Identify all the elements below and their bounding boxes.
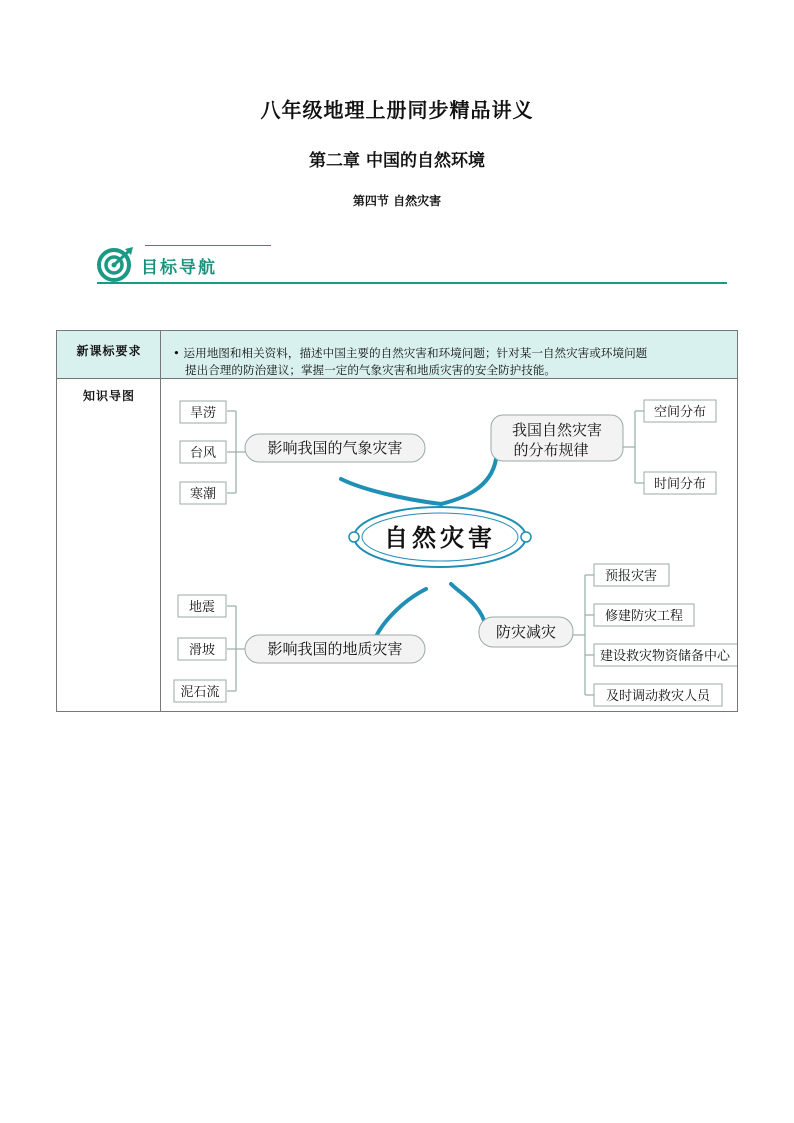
banner-rule: [97, 282, 727, 284]
leaf-temporal-distribution: [644, 472, 716, 494]
leaf-label: 及时调动救灾人员: [605, 689, 711, 704]
leaf-label: 滑坡: [188, 643, 216, 658]
requirement-line-2: 提出合理的防治建议；掌握一定的气象灾害和地质灾害的安全防护技能。: [185, 363, 557, 377]
leaf-label: 地震: [188, 600, 216, 615]
mindmap-cell: [161, 379, 737, 711]
requirement-label-cell: [57, 331, 161, 379]
mindmap-label-cell: [57, 379, 161, 711]
connector-weather: [341, 479, 441, 504]
distribution-branch-line-1: 我国自然灾害: [511, 421, 603, 439]
bracket-weather: [227, 411, 247, 493]
knowledge-mindmap: [161, 379, 737, 711]
weather-branch-label: 影响我国的气象灾害: [267, 439, 403, 457]
requirement-label: 新课标要求: [76, 344, 142, 358]
geology-branch: [245, 635, 425, 663]
requirement-text: [173, 345, 733, 379]
leaf-typhoon: [180, 441, 226, 463]
leaf-landslide: [178, 638, 226, 660]
banner-label: 目标导航: [141, 258, 217, 278]
distribution-branch-line-2: 的分布规律: [513, 441, 589, 459]
leaf-label: 空间分布: [653, 405, 707, 420]
prevention-branch-label: 防灾减灾: [495, 623, 557, 641]
leaf-label: 台风: [189, 446, 217, 461]
requirement-line-1: • 运用地图和相关资料，描述中国主要的自然灾害和环境问题；针对某一自然灾害或环境问题: [173, 346, 648, 360]
leaf-label: 寒潮: [189, 487, 217, 502]
mindmap-label: 知识导图: [82, 389, 135, 403]
connector-prevention: [451, 584, 486, 627]
center-label: 自然灾害: [384, 523, 496, 552]
section-title: 第四节 自然灾害: [352, 194, 442, 208]
banner-top-rule: [145, 245, 271, 246]
leaf-forecast: [594, 564, 669, 586]
objective-banner: [97, 244, 727, 284]
geology-branch-label: 影响我国的地质灾害: [267, 640, 403, 658]
leaf-dispatch-rescuers: [594, 684, 722, 706]
requirements-table: [56, 330, 738, 712]
leaf-cold-wave: [180, 482, 226, 504]
leaf-reserve-centers: [594, 644, 737, 666]
leaf-label: 时间分布: [653, 477, 707, 492]
leaf-label: 旱涝: [189, 406, 217, 421]
chapter-title: 第二章 中国的自然环境: [309, 151, 485, 171]
bracket-distribution: [623, 411, 644, 483]
leaf-label: 修建防灾工程: [604, 609, 684, 624]
leaf-spatial-distribution: [644, 400, 716, 422]
document-title: 八年级地理上册同步精品讲义: [260, 98, 534, 122]
center-node: [349, 507, 531, 567]
bracket-prevention: [573, 575, 594, 695]
leaf-drought-flood: [180, 401, 226, 423]
bracket-geology: [227, 606, 247, 691]
leaf-label: 预报灾害: [604, 569, 658, 584]
connector-distribution: [441, 459, 496, 504]
leaf-label: 建设救灾物资储备中心: [600, 649, 731, 664]
target-icon: [97, 246, 135, 282]
leaf-label: 泥石流: [180, 685, 220, 700]
leaf-earthquake: [178, 595, 226, 617]
weather-branch: [245, 434, 425, 462]
leaf-build-projects: [594, 604, 694, 626]
distribution-branch: [491, 415, 623, 461]
requirement-text-cell: [161, 331, 737, 379]
prevention-branch: [479, 617, 573, 647]
leaf-debris-flow: [174, 680, 226, 702]
